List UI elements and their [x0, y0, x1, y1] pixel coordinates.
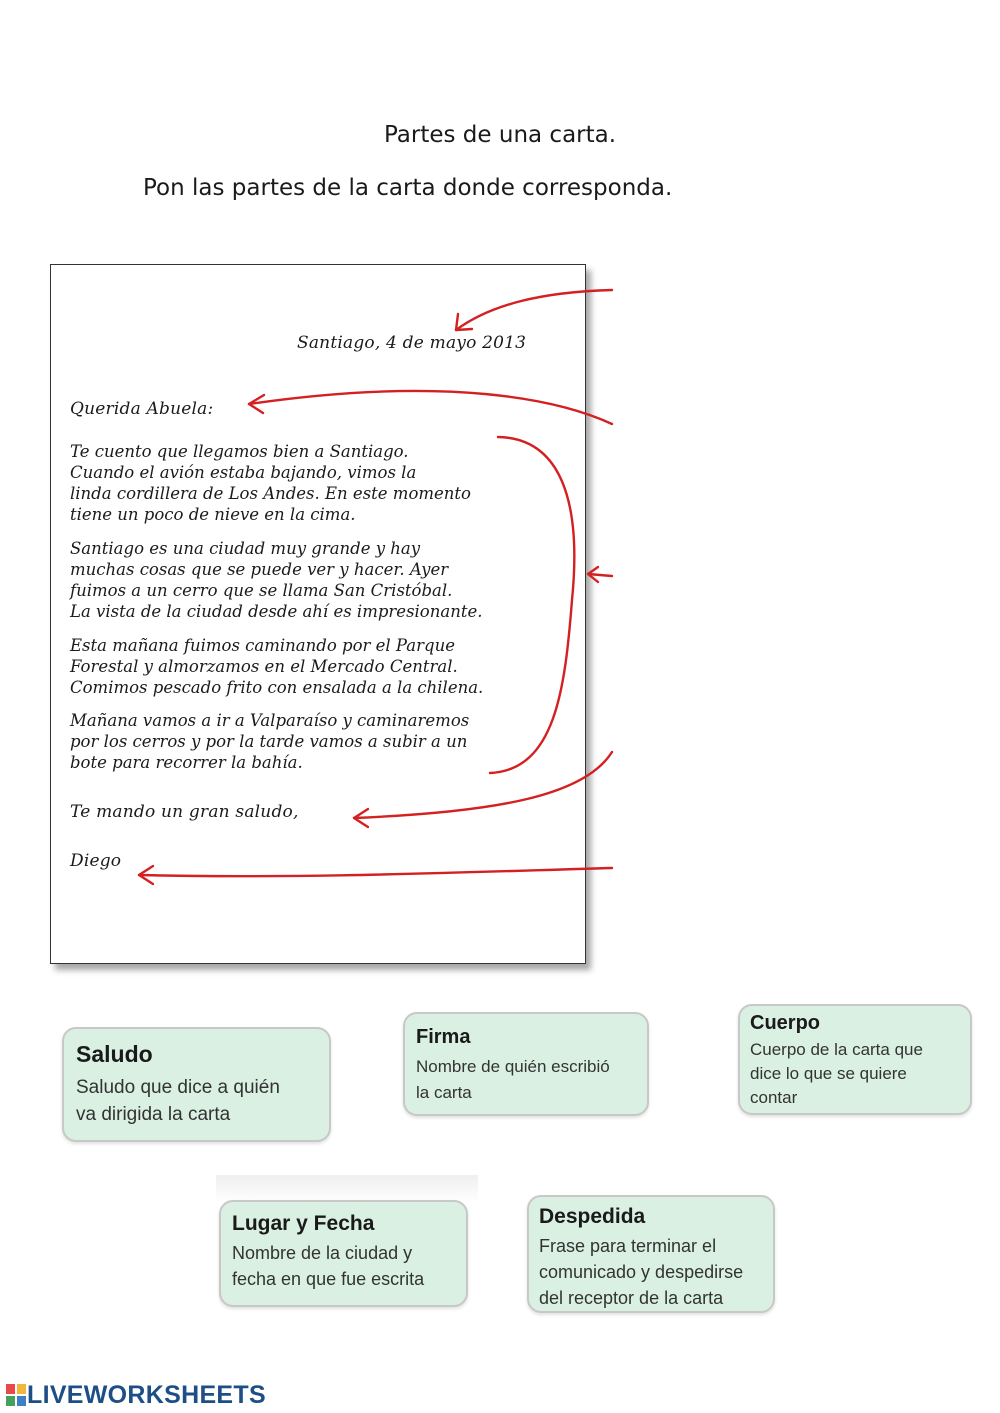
card-desc-line: Nombre de quién escribió — [416, 1057, 610, 1076]
letter-line: Esta mañana fuimos caminando por el Parque — [70, 636, 455, 655]
faint-image-fragment — [216, 1175, 478, 1203]
letter-line: Cuando el avión estaba bajando, vimos la — [70, 463, 417, 482]
letter-line: Te cuento que llegamos bien a Santiago. — [70, 442, 409, 461]
letter-closing: Te mando un gran saludo, — [70, 802, 299, 822]
letter-body-paragraph-3 — [70, 635, 483, 698]
card-desc-line: del receptor de la carta — [539, 1288, 724, 1308]
letter-line: por los cerros y por la tarde vamos a subir a un — [70, 732, 468, 751]
letter-signature: Diego — [70, 851, 122, 871]
card-desc-line: la carta — [416, 1083, 472, 1102]
card-desc-line: Saludo que dice a quién — [76, 1077, 280, 1098]
brand-text: LIVEWORKSHEETS — [27, 1381, 266, 1409]
card-desc-line: fecha en que fue escrita — [232, 1269, 425, 1289]
letter-line: bote para recorrer la bahía. — [70, 753, 303, 772]
card-desc-line: contar — [750, 1088, 798, 1107]
card-lugar-fecha[interactable] — [219, 1200, 468, 1307]
card-despedida[interactable] — [527, 1195, 775, 1313]
letter-place-date: Santiago, 4 de mayo 2013 — [297, 333, 527, 353]
card-title: Despedida — [539, 1205, 646, 1228]
card-desc-line: dice lo que se quiere — [750, 1064, 907, 1083]
letter-line: tiene un poco de nieve en la cima. — [70, 505, 356, 524]
letter-sheet — [50, 264, 586, 964]
letter-line: Comimos pescado frito con ensalada a la chilena. — [70, 678, 484, 697]
letter-line: fuimos a un cerro que se llama San Cristóbal. — [70, 581, 453, 600]
arrowhead-body — [588, 567, 598, 582]
card-desc-line: comunicado y despedirse — [539, 1262, 744, 1282]
liveworksheets-logo-icon — [6, 1384, 26, 1406]
card-desc-line: va dirigida la carta — [76, 1104, 231, 1125]
letter-line: Mañana vamos a ir a Valparaíso y caminaremos — [70, 711, 470, 730]
letter-greeting: Querida Abuela: — [70, 399, 214, 419]
letter-line: La vista de la ciudad desde ahí es impresionante. — [70, 602, 483, 621]
card-title: Cuerpo — [750, 1012, 820, 1034]
letter-line: linda cordillera de Los Andes. En este momento — [70, 484, 471, 503]
arrow-to-body — [588, 574, 612, 576]
letter-line: Santiago es una ciudad muy grande y hay — [70, 539, 421, 558]
letter-body-paragraph-4 — [70, 710, 469, 773]
letter-line: muchas cosas que se puede ver y hacer. Ayer — [70, 560, 449, 579]
instruction-text: Pon las partes de la carta donde corresponda. — [143, 175, 673, 201]
card-desc-line: Nombre de la ciudad y — [232, 1243, 413, 1263]
letter-line: Forestal y almorzamos en el Mercado Central. — [70, 657, 458, 676]
letter-body-paragraph-2 — [70, 538, 482, 622]
card-title: Lugar y Fecha — [232, 1212, 375, 1235]
card-cuerpo[interactable] — [738, 1004, 972, 1115]
card-saludo[interactable] — [62, 1027, 331, 1142]
card-title: Saludo — [76, 1041, 153, 1067]
liveworksheets-logo[interactable] — [6, 1381, 266, 1410]
letter-body-paragraph-1 — [70, 441, 471, 525]
card-firma[interactable] — [403, 1012, 649, 1116]
card-desc-line: Frase para terminar el — [539, 1236, 717, 1256]
card-title: Firma — [416, 1026, 471, 1048]
page-title: Partes de una carta. — [383, 122, 617, 148]
card-desc-line: Cuerpo de la carta que — [750, 1040, 923, 1059]
